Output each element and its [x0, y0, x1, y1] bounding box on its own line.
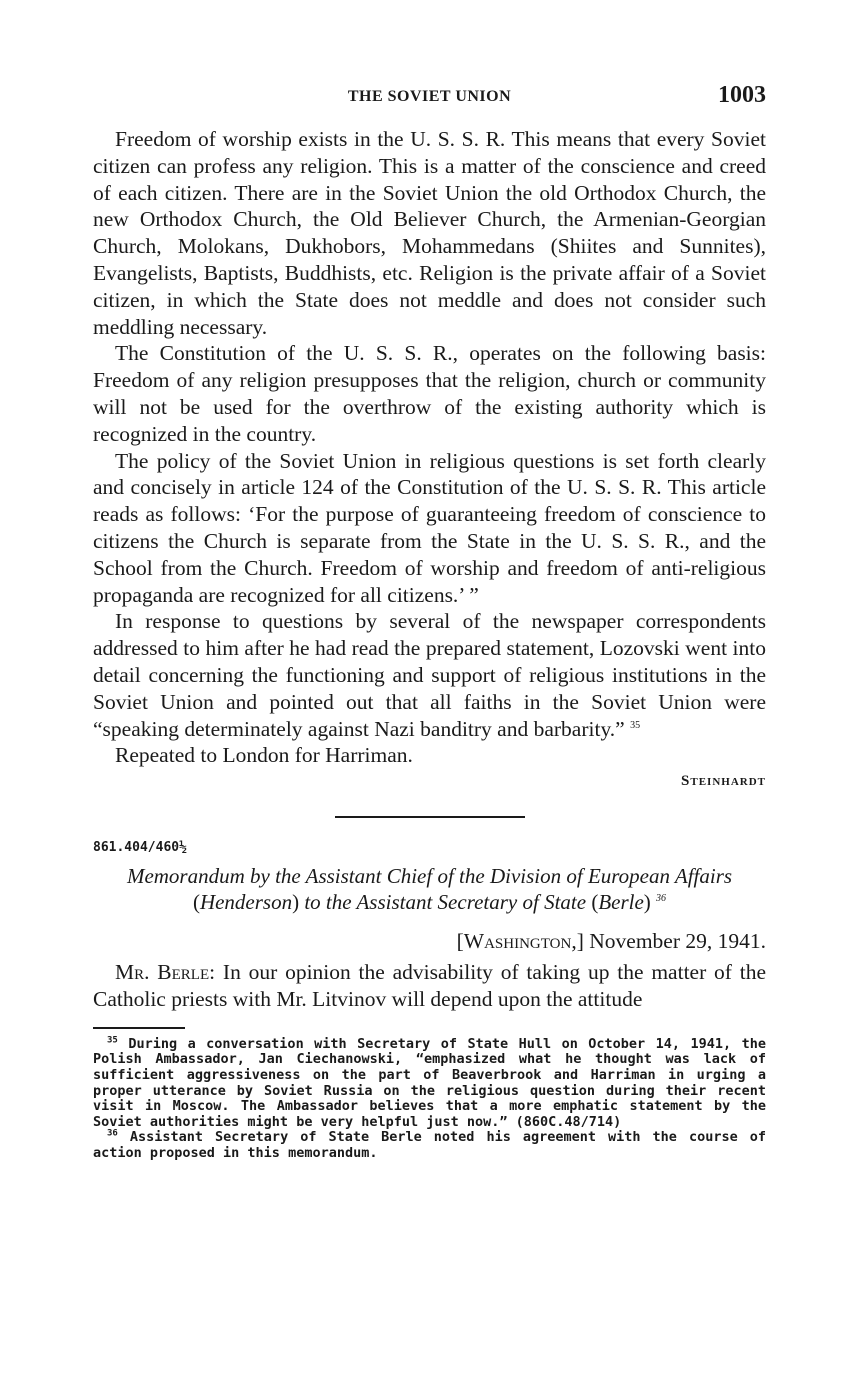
- memo-body: [93, 959, 766, 1013]
- document-page: [93, 82, 766, 1161]
- footnote-mark: 35: [107, 1035, 118, 1046]
- footnote-mark: 36: [107, 1128, 118, 1139]
- footnote: [93, 1130, 766, 1161]
- running-head: [93, 82, 766, 112]
- footnote-divider: [93, 1027, 185, 1029]
- page-number: 1003: [718, 82, 766, 108]
- memo-paragraph: [93, 959, 766, 1013]
- paragraph: Freedom of worship exists in the U. S. S. R. This means that every Soviet citizen can profess any religion. This is a matter of the conscience and creed of each citizen. There are in the Soviet Union the old Orthodox Church, the new Orthodox Church, the Old Believer Church, the Armenian-Georgian Church, Molokans, Dukhobors, Mohammedans (Shiites and Sunnites), Evangelists, Baptists, Buddhists, etc. Religion is the private affair of a Soviet citizen, in which the State does not meddle and does not consider such meddling necessary.: [93, 127, 766, 339]
- section-divider: [335, 816, 525, 818]
- paragraph: [93, 608, 766, 742]
- running-title: THE SOVIET UNION: [347, 88, 512, 105]
- paragraph: The Constitution of the U. S. S. R., operates on the following basis: Freedom of any religion presupposes that the religion, church or community will not be used for the overthrow of the existing authority which is recognized in the country.: [93, 341, 766, 446]
- paragraph: The policy of the Soviet Union in religious questions is set forth clearly and concisely in article 124 of the Constitution of the U. S. S. R. This article reads as follows: ‘For the purpose of guaranteeing freedom of conscience to citizens the Church is separate from the State in the U. S. S. R., and the School from the Church. Freedom of worship and freedom of anti-religious propaganda are recognized for all citizens.’ ”: [93, 448, 766, 607]
- footnote-text: During a conversation with Secretary of State Hull on October 14, 1941, the Polish Ambassador, Jan Ciechanowski, “emphasized what he thought was lack of sufficient aggressiveness on the part of Beaverbrook and Harriman in urging a proper utterance by Soviet Russia on the religious question during their recent visit in Moscow. The Ambassador believes that a more emphatic statement by the Soviet authorities might be very helpful just now.” (860C.48/714): [93, 1035, 767, 1130]
- memo-title-name1: Henderson: [199, 890, 293, 915]
- paragraph-text: In response to questions by several of the newspaper correspondents addressed to him after he had read the prepared statement, Lozovski went into detail concerning the functioning and support of religious institutions in the Soviet Union and pointed out that all faiths in the Soviet Union were “speaking determinately against Nazi banditry and barbarity.”: [93, 609, 766, 741]
- file-number: 861.404/460½: [93, 840, 187, 856]
- paragraph: Repeated to London for Harriman.: [115, 743, 413, 768]
- footnote-ref-36: 36: [656, 893, 667, 905]
- memo-title: Memorandum by the Assistant Chief of the Division of European Affairs (Henderson) to the Assistant Secretary of State (Berle) $^{36}$: [126, 864, 733, 915]
- dateline-date: November 29, 1941.: [589, 929, 766, 954]
- dateline-place: Washington,: [463, 929, 577, 954]
- memo-title-part1: Memorandum by the Assistant Chief of the Division of European Affairs: [126, 864, 733, 889]
- memo-body-text: In our opinion the advisability of taking up the matter of the Catholic priests with Mr. Litvinov will depend upon the attitude: [93, 960, 767, 1011]
- memo-title-part2: to the Assistant Secretary of State: [304, 890, 587, 915]
- signature: Steinhardt: [681, 773, 766, 790]
- footnote: [93, 1037, 766, 1131]
- memo-title-name2: Berle: [598, 890, 644, 915]
- body-text: [93, 126, 766, 769]
- dateline: [Washington,] November 29, 1941.: [456, 929, 766, 954]
- footnote-ref-35: 35: [630, 719, 641, 731]
- salutation: Mr. Berle:: [115, 960, 216, 985]
- footnotes: [93, 1037, 766, 1162]
- footnote-text: Assistant Secretary of State Berle noted his agreement with the course of action proposed in this memorandum.: [93, 1129, 766, 1161]
